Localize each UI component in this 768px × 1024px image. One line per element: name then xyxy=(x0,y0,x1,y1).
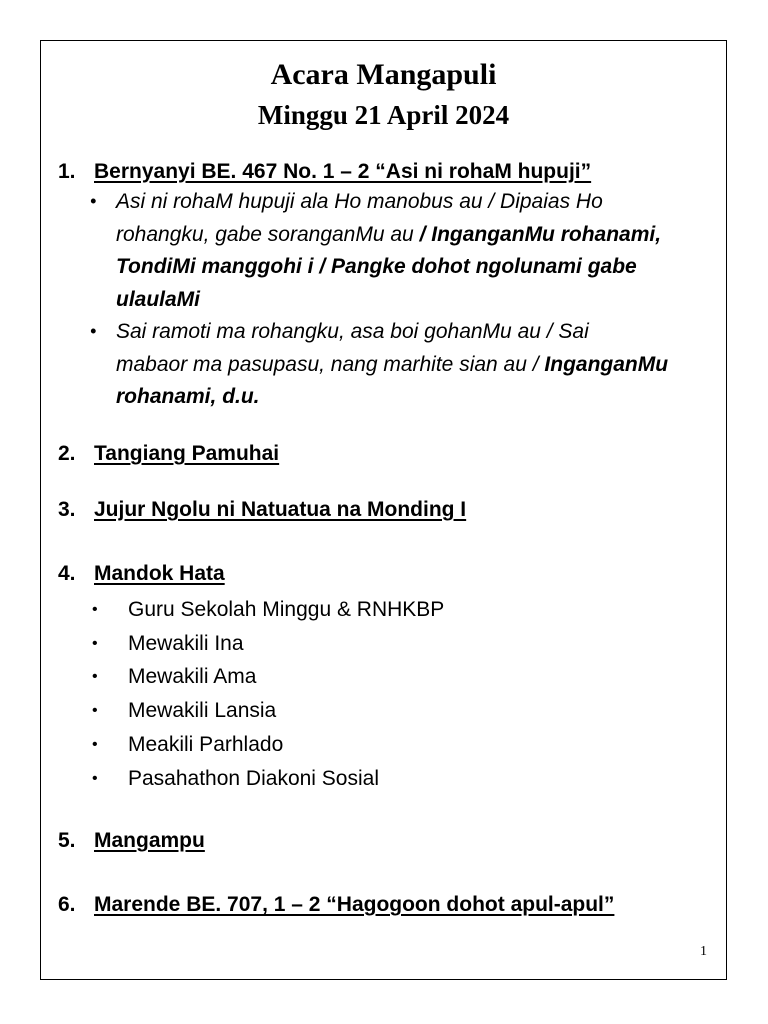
item-number: 5. xyxy=(58,829,76,852)
item-label: Tangiang Pamuhai xyxy=(94,442,280,465)
agenda-item-6 xyxy=(58,893,614,917)
verse-bullet: • xyxy=(90,321,97,341)
list-item: • Mewakili Ama xyxy=(92,665,257,689)
list-item: • Meakili Parhlado xyxy=(92,733,284,757)
mandok-hata-list xyxy=(92,593,444,796)
item-number: 1. xyxy=(58,160,76,183)
verse-2 xyxy=(116,316,714,414)
list-item: • Guru Sekolah Minggu & RNHKBP xyxy=(92,597,445,621)
verse-bullet: • xyxy=(90,191,97,211)
verse-line: Sai ramoti ma rohangku, asa boi gohanMu au / Sai xyxy=(116,320,589,343)
item-number: 6. xyxy=(58,893,76,916)
agenda-item-1 xyxy=(58,160,591,184)
verse-line: Asi ni rohaM hupuji ala Ho manobus au / Dipaias Ho xyxy=(116,190,603,213)
list-item: • Pasahathon Diakoni Sosial xyxy=(92,766,379,790)
agenda-item-2 xyxy=(58,442,279,466)
item-label: Marende BE. 707, 1 – 2 “Hagogoon dohot apul-apul” xyxy=(94,893,615,916)
item-number: 4. xyxy=(58,562,76,585)
verse-line: TondiMi manggohi i / Pangke dohot ngolunami gabe xyxy=(116,255,637,278)
page-number: 1 xyxy=(700,944,707,959)
agenda-item-5 xyxy=(58,829,205,853)
verse-line: ulaulaMi xyxy=(116,287,201,311)
item-label: Mandok Hata xyxy=(94,562,225,585)
page-title: Acara Mangapuli xyxy=(270,58,497,91)
item-number: 2. xyxy=(58,442,76,465)
agenda-item-4 xyxy=(58,562,225,586)
verse-1 xyxy=(116,186,714,316)
page-date: Minggu 21 April 2024 xyxy=(257,100,510,130)
list-item: • Mewakili Ina xyxy=(92,631,244,655)
item-label: Jujur Ngolu ni Natuatua na Monding I xyxy=(94,498,467,521)
item-label: Mangampu xyxy=(94,829,205,852)
item-label: Bernyanyi BE. 467 No. 1 – 2 “Asi ni rohaM hupuji” xyxy=(94,160,592,183)
verse-line: mabaor ma pasupasu, nang marhite sian au / InganganMu xyxy=(116,352,669,376)
verse-line: rohanami, d.u. xyxy=(116,385,260,408)
list-item: • Mewakili Lansia xyxy=(92,699,277,723)
agenda-item-3 xyxy=(58,498,466,522)
verse-line: rohangku, gabe soranganMu au / InganganMu rohanami, xyxy=(116,222,662,246)
item-number: 3. xyxy=(58,498,76,521)
